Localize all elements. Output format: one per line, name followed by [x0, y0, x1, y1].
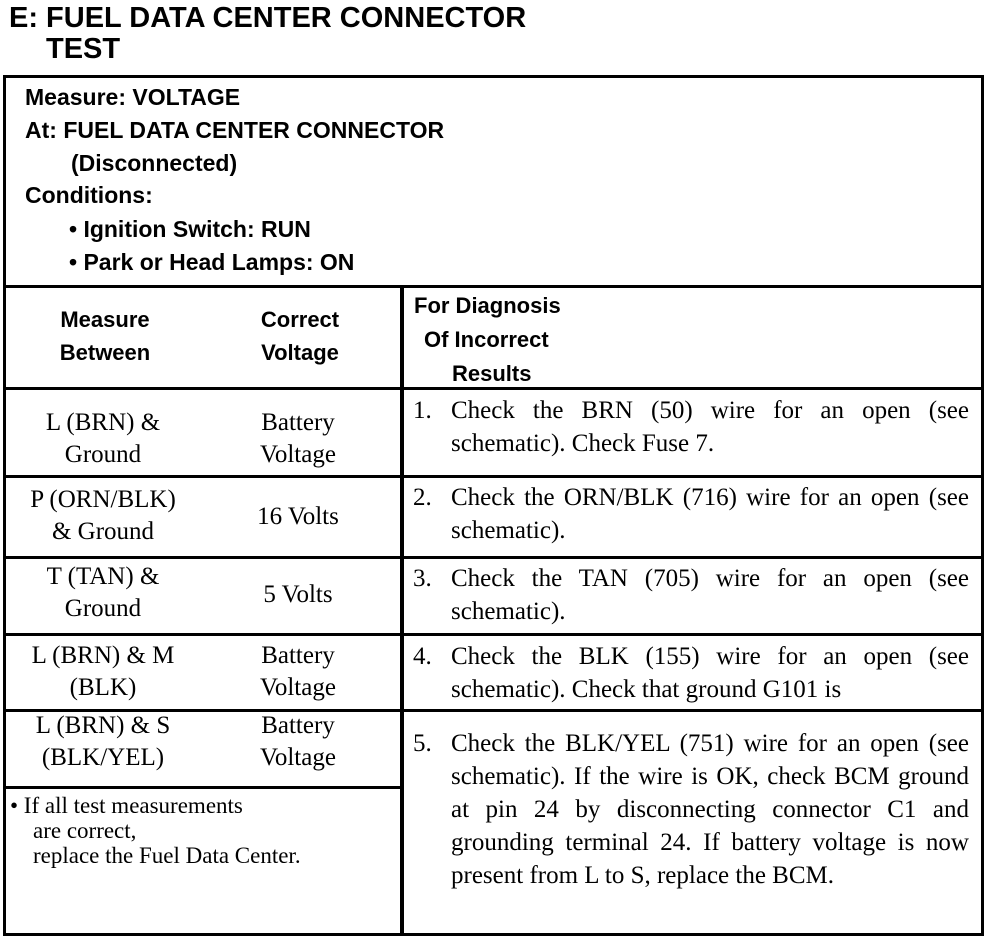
at-label: At: FUEL DATA CENTER CONNECTOR: [25, 117, 445, 143]
table-row-5-diagnosis: 5. Check the BLK/YEL (751) wire for an open (see schematic). If the wire is OK, check BCM ground at pin 24 by disconnecting connector C1 and grounding terminal 24. If battery voltage is now present from L to S, replace the BCM.: [413, 730, 969, 889]
title-line-1: E: FUEL DATA CENTER CONNECTOR: [9, 2, 527, 34]
row-divider: [3, 633, 984, 636]
table-row-5-between: L (BRN) & S (BLK/YEL): [35, 712, 171, 771]
table-row-4-between: L (BRN) & M (BLK): [31, 642, 175, 701]
at-note: (Disconnected): [71, 150, 238, 176]
header-correct-voltage: Correct Voltage: [260, 307, 340, 365]
page-title: [9, 3, 526, 65]
condition-item: • Park or Head Lamps: ON: [69, 249, 355, 275]
header-measure-between: Measure Between: [59, 307, 151, 365]
header-diagnosis: For Diagnosis Of Incorrect Results: [414, 293, 561, 386]
title-line-2: TEST: [46, 33, 121, 65]
conditions-label: Conditions:: [25, 182, 153, 208]
table-row-4-diagnosis: 4. Check the BLK (155) wire for an open (see schematic). Check that ground G101 is: [413, 643, 969, 703]
table-row-1-voltage: Battery Voltage: [260, 409, 336, 468]
measure-label: Measure: VOLTAGE: [25, 84, 241, 110]
condition-item: • Ignition Switch: RUN: [69, 216, 311, 242]
table-row-1-diagnosis: 1. Check the BRN (50) wire for an open (see schematic). Check Fuse 7.: [413, 397, 969, 457]
table-row-4-voltage: Battery Voltage: [260, 642, 336, 701]
table-row-3-voltage: 5 Volts: [263, 581, 333, 608]
table-row-2-diagnosis: 2. Check the ORN/BLK (716) wire for an open (see schematic).: [413, 484, 969, 544]
table-row-3-between: T (TAN) & Ground: [46, 563, 160, 622]
conditions-block: [3, 78, 984, 288]
column-divider: [400, 285, 404, 936]
table-row-2-between: P (ORN/BLK) & Ground: [30, 486, 176, 545]
row-divider: [3, 475, 984, 478]
table-row-2-voltage: 16 Volts: [257, 503, 339, 530]
table-row-1-between: L (BRN) & Ground: [45, 409, 161, 468]
row-divider: [3, 556, 984, 559]
replace-note: • If all test measurements are correct, replace the Fuel Data Center.: [10, 793, 301, 868]
table-row-5-voltage: Battery Voltage: [260, 712, 336, 771]
table-row-3-diagnosis: 3. Check the TAN (705) wire for an open (see schematic).: [413, 565, 969, 625]
row-divider: [3, 786, 403, 789]
